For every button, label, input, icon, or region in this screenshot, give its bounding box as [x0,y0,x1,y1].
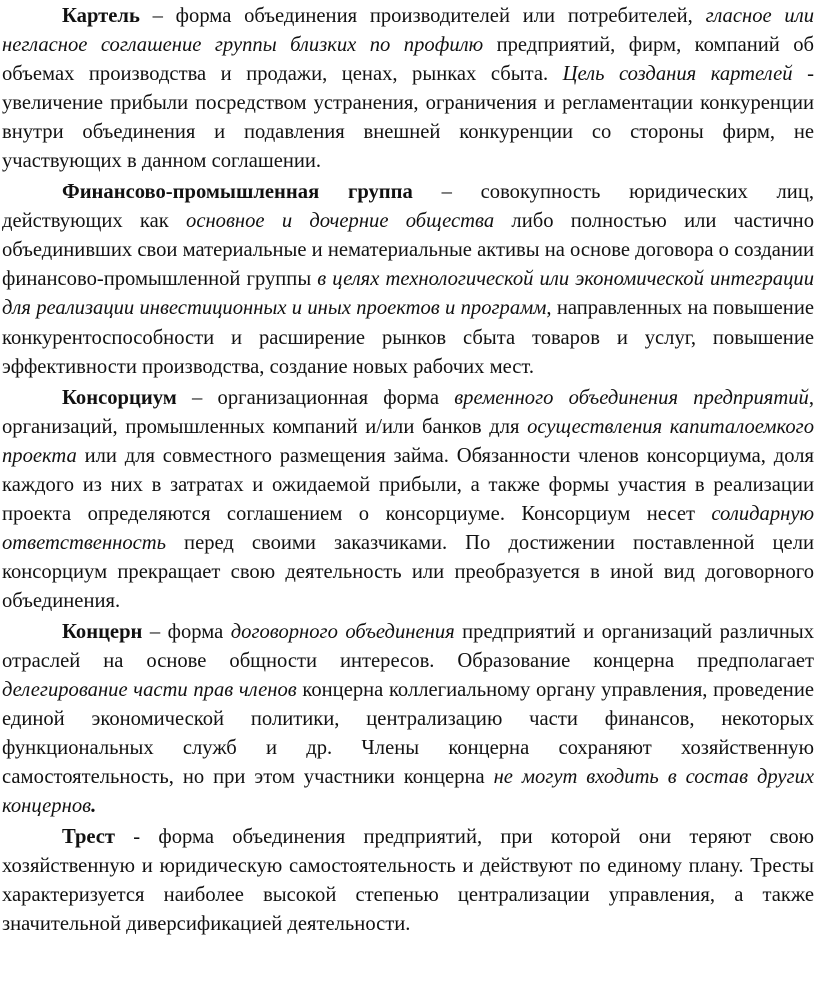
paragraph-trest [2,823,814,939]
paragraph-konsortsium [2,384,814,616]
emphasis-text: Цель создания картелей [562,63,793,86]
text-segment: предприятий и организаций различных отраслей на основе общности интересов. Образование концерна предполагает [2,620,814,673]
emphasis-text: в целях технологической или экономической интеграции для реализации инвестиционных и иных проектов и программ [2,268,814,320]
text-segment: , организаций, промышленных компаний и/или банков для [2,386,814,438]
emphasis-text: гласное или негласное соглашение группы близких по профилю [2,5,814,57]
text-segment: – организационная форма [176,386,455,409]
emphasis-text: . [91,795,97,818]
emphasis-text: договорного объединения [230,620,455,643]
paragraph-kontsern [2,618,814,821]
paragraph-financial-industrial-group [2,178,814,381]
text-segment: – форма [142,620,231,643]
text-segment: или для совместного размещения займа. Обязанности членов консорциума, доля каждого из них в затратах и ожидаемой прибыли, а также формы участия в реализации проекта определяются соглашением о консорциуме. Консорциум несет [2,444,814,525]
term-heading: Консорциум [62,386,177,409]
term-heading: Концерн [62,620,143,643]
text-segment: либо полностью или частично объединивших свои материальные и нематериальные активы на основе договора о создании финансово-промышленной группы [2,210,814,291]
text-segment: концерна коллегиальному органу управления, проведение единой экономической политики, централизацию части финансов, некоторых функциональных служб и др. Члены концерна сохраняют хозяйственную самостоятельность, но при этом участники концерна [2,679,814,789]
emphasis-text: солидарную ответственность [2,502,814,554]
text-segment: - увеличение прибыли посредством устранения, ограничения и регламентации конкуренции внутри объединения и подавления внешней конкуренции со стороны фирм, не участвующих в данном соглашении. [2,63,814,173]
text-segment: – форма объединения производителей или потребителей, [139,5,706,27]
term-heading: Трест [62,826,116,849]
term-heading: Финансово-промышленная группа [62,181,413,204]
term-heading: Картель [62,5,140,27]
emphasis-text: делегирование части прав членов [2,679,297,702]
text-segment: - форма объединения предприятий, при которой они теряют свою хозяйственную и юридическую самостоятельность и действуют по единому плану. Тресты характеризуется наиболее высокой степенью централизации управления, а также значительной диверсификацией деятельности. [2,826,814,936]
paragraph-kartel [2,2,814,176]
text-segment: предприятий, фирм, компаний об объемах производства и продажи, ценах, рынках сбыта. [2,34,815,86]
text-segment: перед своими заказчиками. По достижении поставленной цели консорциум прекращает свою деятельность или преобразуется в иной вид договорного объединения. [2,531,814,612]
text-segment: – совокупность юридических лиц, действующих как [2,181,815,233]
emphasis-text: не могут входить в состав других концернов [2,766,815,818]
emphasis-text: основное и дочерние общества [186,210,495,233]
emphasis-text: осуществления капиталоемкого проекта [2,415,815,467]
emphasis-text: временного объединения предприятий [454,386,809,409]
text-segment: , направленных на повышение конкурентоспособности и расширение рынков сбыта товаров и услуг, повышение эффективности производства, создание новых рабочих мест. [2,297,814,378]
